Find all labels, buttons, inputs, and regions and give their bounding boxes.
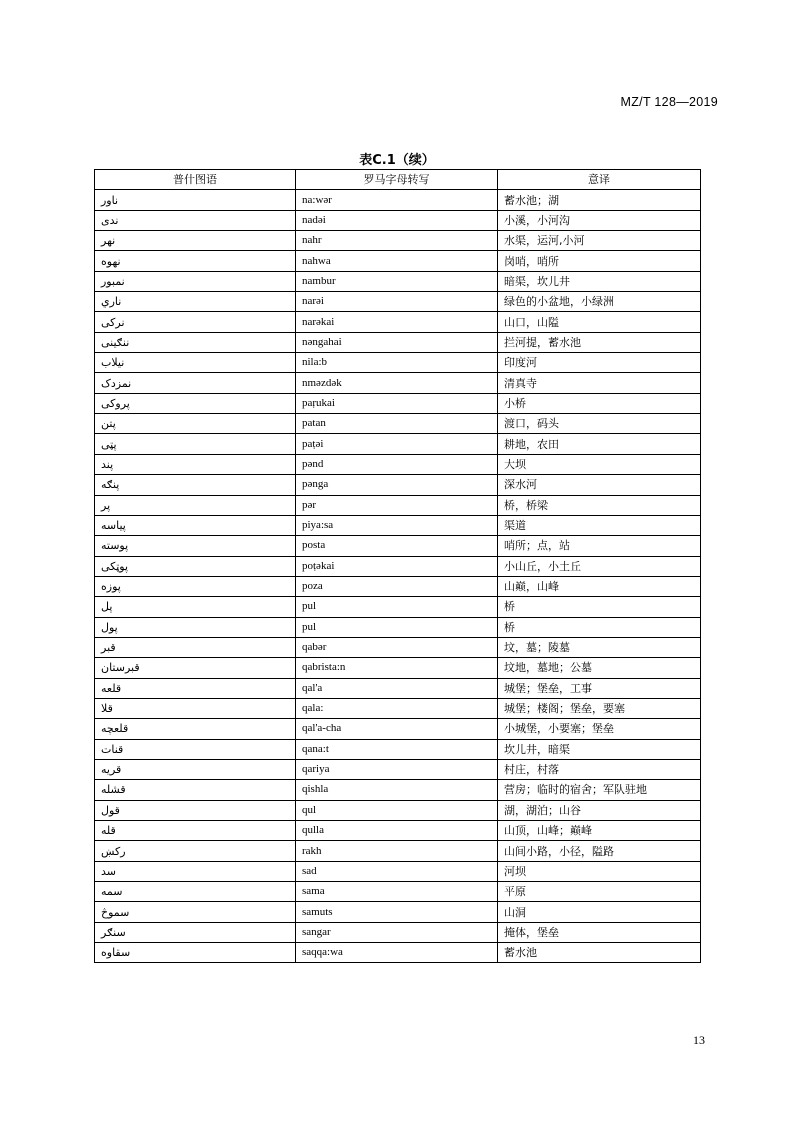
pashto-cell: سقاوه [95,943,296,963]
column-header-roman: 罗马字母转写 [296,170,498,190]
table-header-row [95,170,701,190]
pashto-cell: رکښ [95,841,296,861]
meaning-cell: 坎儿井，暗渠 [498,739,701,759]
roman-cell: patan [296,414,498,434]
pashto-cell: نركى [95,312,296,332]
table-row [95,210,701,230]
roman-cell: saqqa:wa [296,943,498,963]
roman-cell: narəi [296,292,498,312]
roman-cell: pər [296,495,498,515]
glossary-table [94,169,701,963]
table-row [95,373,701,393]
table-row [95,882,701,902]
meaning-cell: 山顶，山峰；巅峰 [498,821,701,841]
meaning-cell: 小城堡，小要塞；堡垒 [498,719,701,739]
pashto-cell: پول [95,617,296,637]
meaning-cell: 坟，墓；陵墓 [498,637,701,657]
meaning-cell: 桥，桥梁 [498,495,701,515]
roman-cell: sangar [296,922,498,942]
pashto-cell: پياسه [95,515,296,535]
pashto-cell: نمبور [95,271,296,291]
table-row [95,739,701,759]
meaning-cell: 印度河 [498,353,701,373]
roman-cell: paṭəi [296,434,498,454]
meaning-cell: 渠道 [498,515,701,535]
roman-cell: nahr [296,231,498,251]
table-row [95,841,701,861]
roman-cell: samuts [296,902,498,922]
pashto-cell: قول [95,800,296,820]
pashto-cell: نمزدک [95,373,296,393]
meaning-cell: 山洞 [498,902,701,922]
roman-cell: qabrista:n [296,658,498,678]
pashto-cell: ناور [95,190,296,210]
roman-cell: pənd [296,454,498,474]
meaning-cell: 山口，山隘 [498,312,701,332]
pashto-cell: پوزه [95,576,296,596]
roman-cell: qul [296,800,498,820]
pashto-cell: نيلاب [95,353,296,373]
meaning-cell: 渡口，码头 [498,414,701,434]
meaning-cell: 坟地，墓地；公墓 [498,658,701,678]
table-row [95,393,701,413]
page-number: 13 [693,1033,705,1047]
meaning-cell: 山间小路，小径，隘路 [498,841,701,861]
table-row [95,719,701,739]
meaning-cell: 河坝 [498,861,701,881]
meaning-cell: 小桥 [498,393,701,413]
table-row [95,922,701,942]
pashto-cell: ناري [95,292,296,312]
table-body [95,190,701,963]
table-row [95,332,701,352]
pashto-cell: سموڅ [95,902,296,922]
pashto-cell: پوسته [95,536,296,556]
pashto-cell: قله [95,821,296,841]
meaning-cell: 蓄水池 [498,943,701,963]
meaning-cell: 暗渠，坎儿井 [498,271,701,291]
pashto-cell: سنګر [95,922,296,942]
roman-cell: rakh [296,841,498,861]
table-row [95,637,701,657]
meaning-cell: 城堡；堡垒，工事 [498,678,701,698]
pashto-cell: قبرستان [95,658,296,678]
table-row [95,312,701,332]
table-row [95,821,701,841]
pashto-cell: قلا [95,698,296,718]
roman-cell: qulla [296,821,498,841]
pashto-cell: ندى [95,210,296,230]
meaning-cell: 城堡；楼阁；堡垒，要塞 [498,698,701,718]
table-row [95,434,701,454]
table-row [95,251,701,271]
meaning-cell: 拦河提，蓄水池 [498,332,701,352]
meaning-cell: 大坝 [498,454,701,474]
pashto-cell: پل [95,597,296,617]
meaning-cell: 湖，湖泊；山谷 [498,800,701,820]
table-row [95,454,701,474]
pashto-cell: پتن [95,414,296,434]
table-row [95,800,701,820]
meaning-cell: 深水河 [498,475,701,495]
pashto-cell: پوټکى [95,556,296,576]
roman-cell: pul [296,597,498,617]
meaning-cell: 山巅，山峰 [498,576,701,596]
meaning-cell: 村庄，村落 [498,759,701,779]
roman-cell: pul [296,617,498,637]
table-row [95,780,701,800]
pashto-cell: پروکى [95,393,296,413]
meaning-cell: 清真寺 [498,373,701,393]
table-row [95,495,701,515]
meaning-cell: 水渠，运河,小河 [498,231,701,251]
roman-cell: nadəi [296,210,498,230]
table-row [95,231,701,251]
table-row [95,414,701,434]
table-row [95,943,701,963]
table-row [95,698,701,718]
roman-cell: paṛukai [296,393,498,413]
roman-cell: qana:t [296,739,498,759]
table-row [95,576,701,596]
pashto-cell: قريه [95,759,296,779]
meaning-cell: 耕地，农田 [498,434,701,454]
table-row [95,353,701,373]
roman-cell: posta [296,536,498,556]
table-row [95,658,701,678]
roman-cell: qal'a-cha [296,719,498,739]
roman-cell: qariya [296,759,498,779]
pashto-cell: پنګه [95,475,296,495]
table-row [95,556,701,576]
pashto-cell: قنات [95,739,296,759]
roman-cell: nəngahai [296,332,498,352]
table-row [95,759,701,779]
standard-code: MZ/T 128—2019 [620,95,718,109]
pashto-cell: قبر [95,637,296,657]
meaning-cell: 岗哨，哨所 [498,251,701,271]
table-row [95,515,701,535]
roman-cell: nməzdək [296,373,498,393]
pashto-cell: سد [95,861,296,881]
meaning-cell: 桥 [498,617,701,637]
table-row [95,271,701,291]
meaning-cell: 平原 [498,882,701,902]
meaning-cell: 蓄水池；湖 [498,190,701,210]
pashto-cell: پټى [95,434,296,454]
roman-cell: poza [296,576,498,596]
pashto-cell: سمه [95,882,296,902]
pashto-cell: پر [95,495,296,515]
roman-cell: qala: [296,698,498,718]
roman-cell: sad [296,861,498,881]
roman-cell: na:wər [296,190,498,210]
table-row [95,536,701,556]
roman-cell: pənga [296,475,498,495]
meaning-cell: 小山丘，小土丘 [498,556,701,576]
meaning-cell: 桥 [498,597,701,617]
meaning-cell: 小溪，小河沟 [498,210,701,230]
table-row [95,678,701,698]
roman-cell: nambur [296,271,498,291]
roman-cell: nila:b [296,353,498,373]
roman-cell: qal'a [296,678,498,698]
column-header-pashto: 普什图语 [95,170,296,190]
roman-cell: nahwa [296,251,498,271]
pashto-cell: نهوه [95,251,296,271]
table-row [95,597,701,617]
roman-cell: narəkai [296,312,498,332]
table-row [95,617,701,637]
roman-cell: poṭəkai [296,556,498,576]
pashto-cell: پند [95,454,296,474]
table-title: 表C.1（续） [359,153,435,168]
table-row [95,292,701,312]
meaning-cell: 掩体，堡垒 [498,922,701,942]
pashto-cell: قشله [95,780,296,800]
column-header-meaning: 意译 [498,170,701,190]
meaning-cell: 绿色的小盆地，小绿洲 [498,292,701,312]
roman-cell: qabər [296,637,498,657]
table-row [95,861,701,881]
pashto-cell: قلعچه [95,719,296,739]
roman-cell: qishla [296,780,498,800]
meaning-cell: 营房；临时的宿舍；军队驻地 [498,780,701,800]
roman-cell: piya:sa [296,515,498,535]
pashto-cell: قلعه [95,678,296,698]
table-row [95,475,701,495]
pashto-cell: ننګينى [95,332,296,352]
roman-cell: sama [296,882,498,902]
meaning-cell: 哨所；点，站 [498,536,701,556]
table-row [95,902,701,922]
pashto-cell: نهر [95,231,296,251]
table-row [95,190,701,210]
